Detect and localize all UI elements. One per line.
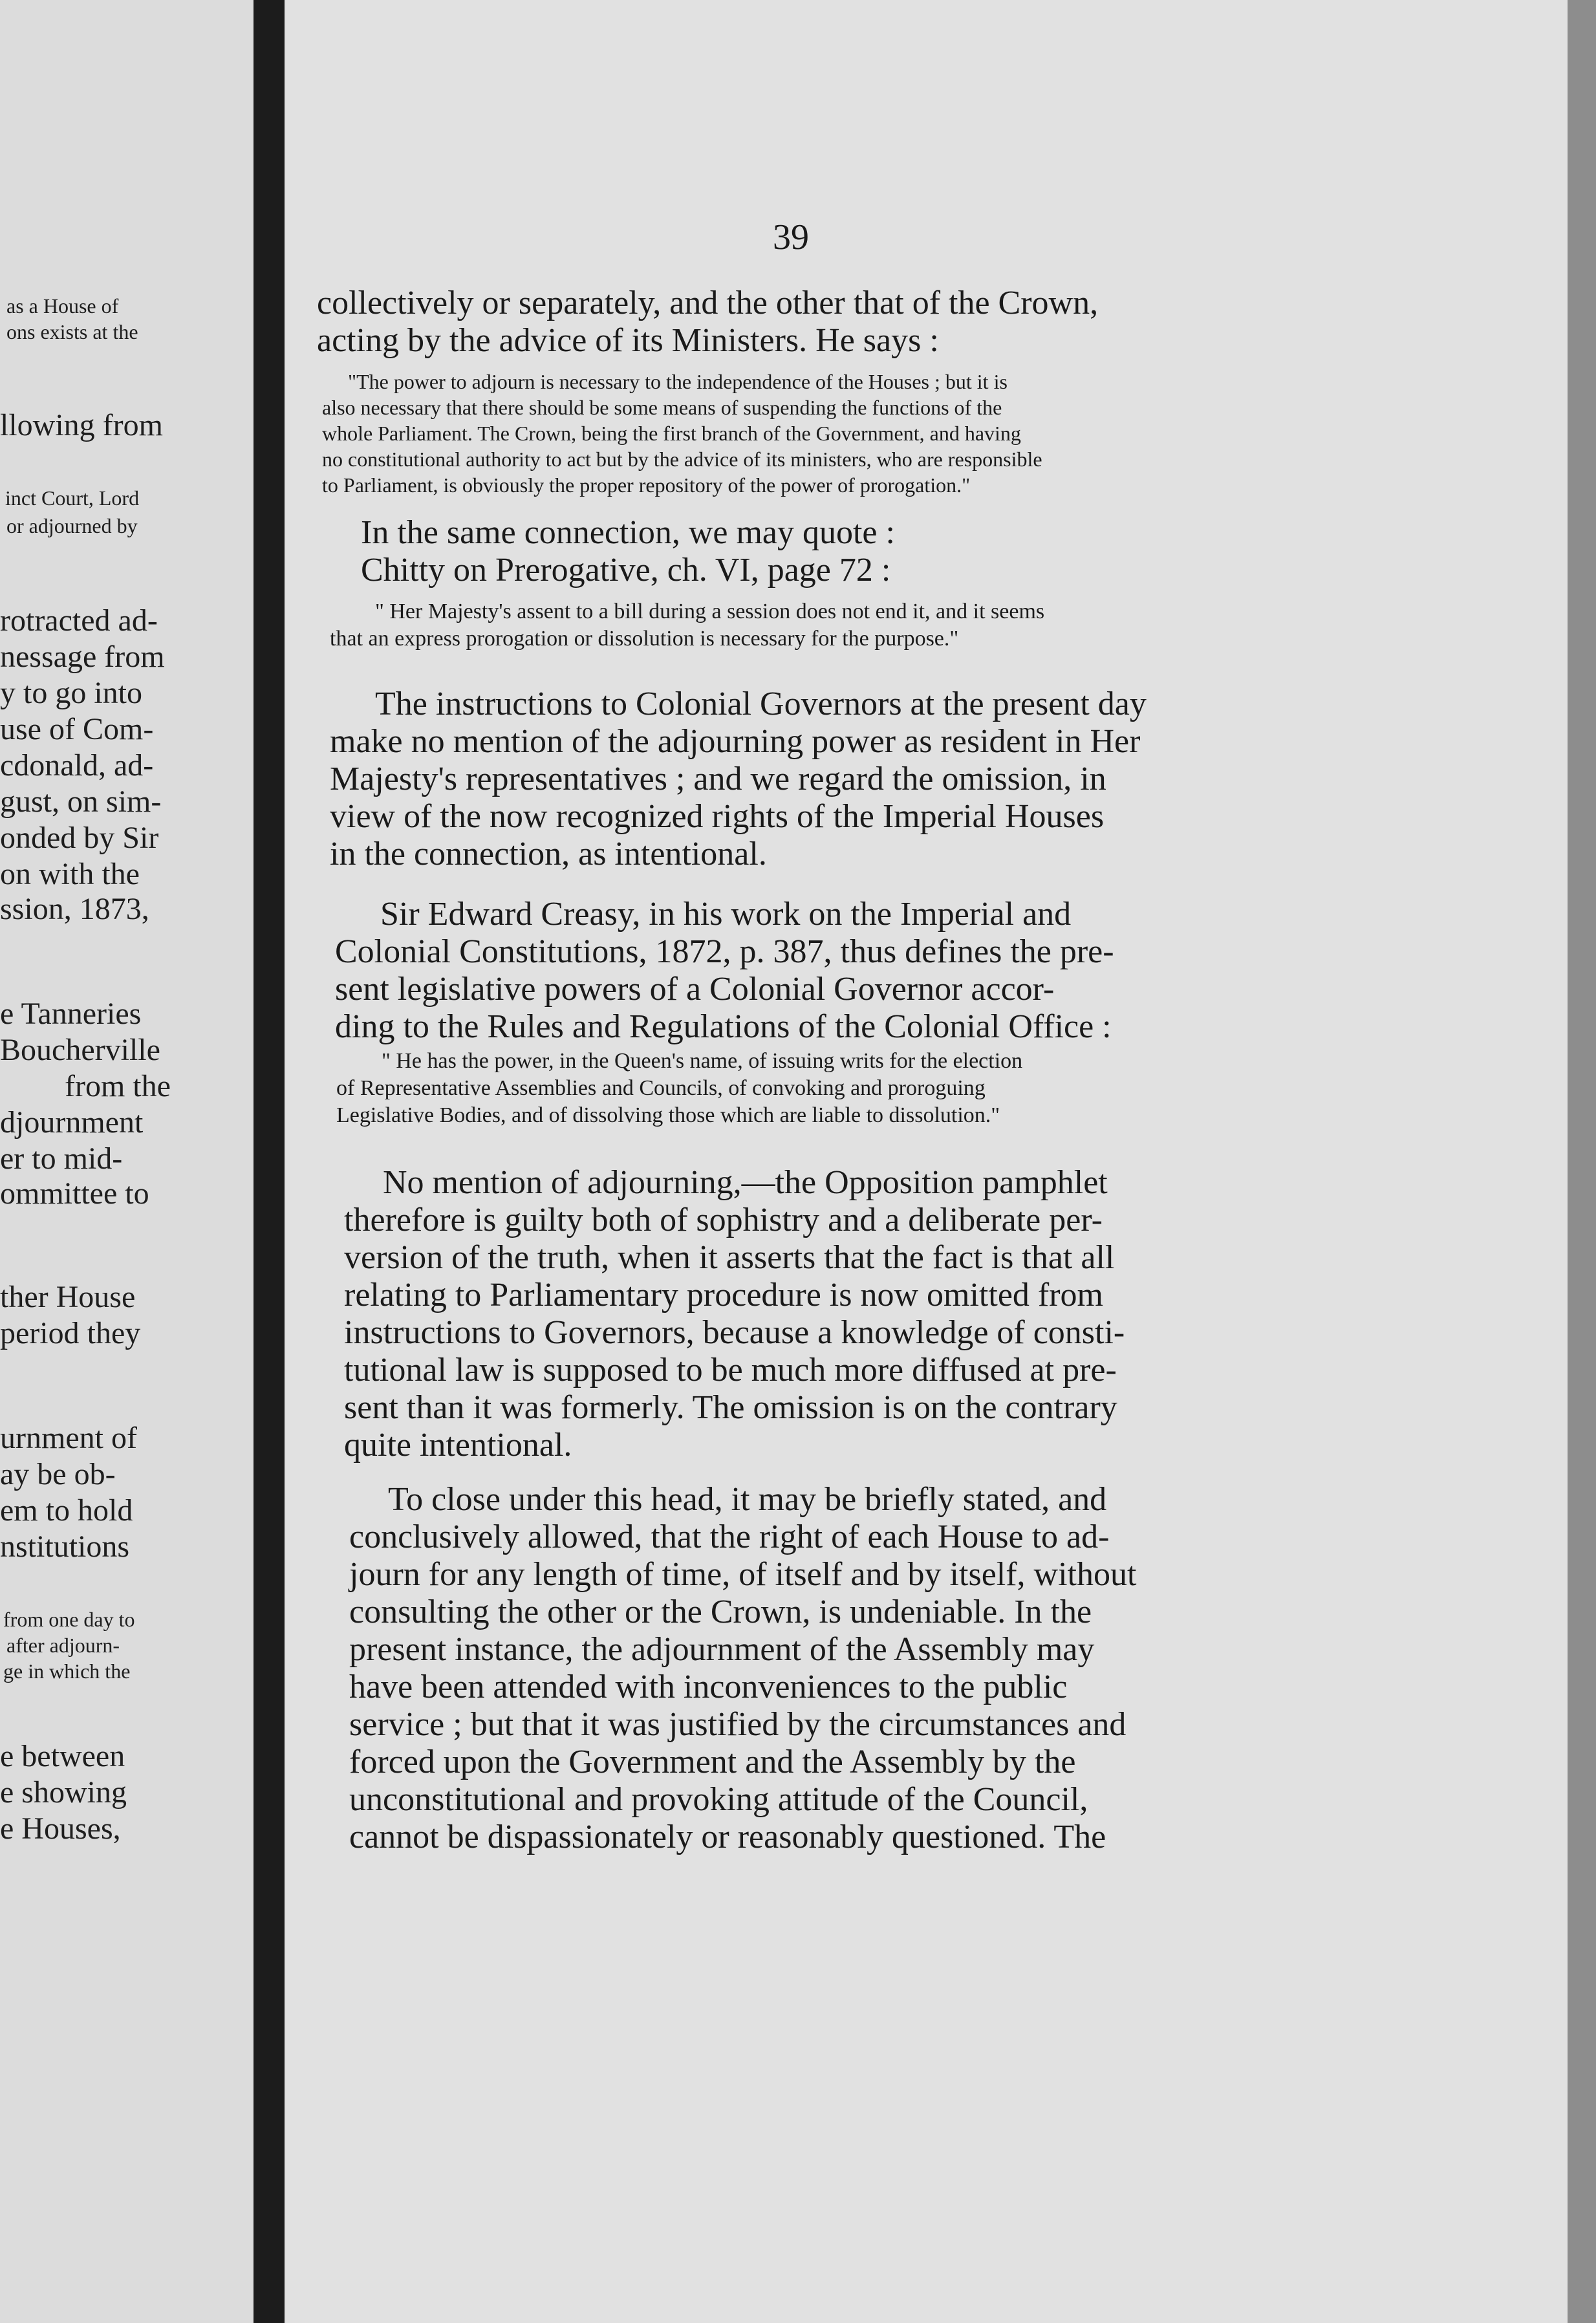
left-fragment: on with the xyxy=(0,857,140,891)
text-line: Majesty's representatives ; and we regard the omission, in xyxy=(330,761,1106,797)
paragraph-creasy xyxy=(335,896,1299,1046)
text-line: present instance, the adjournment of the Assembly may xyxy=(349,1631,1095,1668)
left-fragment: e showing xyxy=(0,1775,127,1810)
left-fragment: llowing from xyxy=(0,408,163,442)
left-fragment: y to go into xyxy=(0,676,143,710)
text-line: In the same connection, we may quote : xyxy=(361,514,895,551)
left-fragment: from one day to xyxy=(3,1608,135,1631)
text-line: journ for any length of time, of itself and by itself, without xyxy=(349,1556,1137,1593)
text-line: The instructions to Colonial Governors at the present day xyxy=(375,686,1147,722)
opening-paragraph xyxy=(317,285,1261,360)
quote-line: " Her Majesty's assent to a bill during a session does not end it, and it seems xyxy=(375,600,1045,623)
text-line: No mention of adjourning,—the Opposition pamphlet xyxy=(383,1164,1108,1201)
quote-line: whole Parliament. The Crown, being the first branch of the Government, and having xyxy=(322,422,1021,445)
left-fragment: Boucherville xyxy=(0,1033,160,1067)
left-fragment: ay be ob- xyxy=(0,1457,116,1491)
text-line: forced upon the Government and the Assembly by the xyxy=(349,1744,1076,1780)
quote-block-1 xyxy=(322,369,1266,498)
left-fragment: ommittee to xyxy=(0,1176,149,1211)
left-fragment: inct Court, Lord xyxy=(5,486,140,510)
text-line: in the connection, as intentional. xyxy=(330,836,767,872)
quote-line: to Parliament, is obviously the proper repository of the power of prorogation." xyxy=(322,473,971,497)
left-fragment: ons exists at the xyxy=(6,320,138,343)
left-fragment: em to hold xyxy=(0,1493,133,1528)
text-line: Sir Edward Creasy, in his work on the Imperial and xyxy=(380,896,1072,933)
quote-line: also necessary that there should be some means of suspending the functions of the xyxy=(322,396,1002,419)
left-fragment: nessage from xyxy=(0,640,165,674)
left-fragment: e between xyxy=(0,1739,125,1773)
quote-line: of Representative Assemblies and Councils, of convoking and proroguing xyxy=(336,1076,986,1100)
right-page xyxy=(285,0,1596,2323)
left-fragment: rotracted ad- xyxy=(0,603,158,638)
text-line: tutional law is supposed to be much more diffused at pre- xyxy=(344,1352,1117,1388)
left-fragment: after adjourn- xyxy=(6,1634,120,1657)
left-fragment: ge in which the xyxy=(3,1659,131,1683)
left-fragment: or adjourned by xyxy=(6,514,138,537)
page-number: 39 xyxy=(773,217,809,257)
text-line: make no mention of the adjourning power as resident in Her xyxy=(330,723,1141,760)
quote-block-3 xyxy=(336,1048,1300,1129)
text-line: view of the now recognized rights of the Imperial Houses xyxy=(330,798,1105,835)
quote-line: " He has the power, in the Queen's name, of issuing writs for the election xyxy=(382,1049,1023,1073)
left-fragment: from the xyxy=(65,1069,171,1103)
left-fragment: cdonald, ad- xyxy=(0,748,154,783)
left-fragment: onded by Sir xyxy=(0,821,159,855)
left-fragment: period they xyxy=(0,1316,141,1350)
quote-line: Legislative Bodies, and of dissolving those which are liable to dissolution." xyxy=(336,1103,1000,1127)
quote-line: "The power to adjourn is necessary to the independence of the Houses ; but it is xyxy=(348,370,1008,393)
text-line: cannot be dispassionately or reasonably questioned. The xyxy=(349,1819,1106,1855)
text-line: ding to the Rules and Regulations of the Colonial Office : xyxy=(335,1008,1112,1045)
text-line: sent legislative powers of a Colonial Governor accor- xyxy=(335,971,1055,1008)
text-line: Colonial Constitutions, 1872, p. 387, thus defines the pre- xyxy=(335,933,1114,970)
text-line: acting by the advice of its Ministers. He says : xyxy=(317,322,939,359)
connection-lines xyxy=(361,514,1266,589)
left-fragment: urnment of xyxy=(0,1421,137,1455)
left-fragment: gust, on sim- xyxy=(0,784,162,819)
left-page xyxy=(0,0,253,2323)
text-line: collectively or separately, and the other that of the Crown, xyxy=(317,285,1099,321)
left-fragment: as a House of xyxy=(6,294,119,318)
text-line: quite intentional. xyxy=(344,1427,572,1464)
book-binding-gutter xyxy=(253,0,285,2323)
text-line: sent than it was formerly. The omission is on the contrary xyxy=(344,1389,1117,1426)
left-fragment: er to mid- xyxy=(0,1141,123,1176)
quote-line: no constitutional authority to act but by the advice of its ministers, who are responsible xyxy=(322,448,1042,471)
paragraph-instructions xyxy=(330,686,1293,873)
text-line: version of the truth, when it asserts that the fact is that all xyxy=(344,1239,1115,1276)
left-fragment: use of Com- xyxy=(0,712,154,746)
paragraph-close xyxy=(349,1481,1326,1856)
paragraph-no-mention xyxy=(344,1164,1314,1464)
text-line: have been attended with inconveniences to the public xyxy=(349,1669,1068,1705)
left-fragment: djournment xyxy=(0,1105,144,1140)
text-line: relating to Parliamentary procedure is now omitted from xyxy=(344,1277,1103,1313)
left-fragment: ther House xyxy=(0,1280,136,1314)
quote-block-2 xyxy=(330,598,1274,653)
left-fragment: nstitutions xyxy=(0,1529,130,1564)
left-fragment: ssion, 1873, xyxy=(0,892,149,926)
page-edge-shadow xyxy=(1568,0,1596,2323)
text-line: therefore is guilty both of sophistry and a deliberate per- xyxy=(344,1202,1103,1238)
left-fragment: e Houses, xyxy=(0,1811,121,1846)
text-line: To close under this head, it may be briefly stated, and xyxy=(388,1481,1107,1518)
text-line: Chitty on Prerogative, ch. VI, page 72 : xyxy=(361,552,891,589)
text-line: service ; but that it was justified by the circumstances and xyxy=(349,1706,1127,1743)
text-line: consulting the other or the Crown, is undeniable. In the xyxy=(349,1594,1092,1630)
text-line: instructions to Governors, because a knowledge of consti- xyxy=(344,1314,1125,1351)
quote-line: that an express prorogation or dissolution is necessary for the purpose." xyxy=(330,627,959,651)
left-fragment: e Tanneries xyxy=(0,997,142,1031)
text-line: conclusively allowed, that the right of each House to ad- xyxy=(349,1518,1110,1555)
text-line: unconstitutional and provoking attitude of the Council, xyxy=(349,1781,1088,1818)
